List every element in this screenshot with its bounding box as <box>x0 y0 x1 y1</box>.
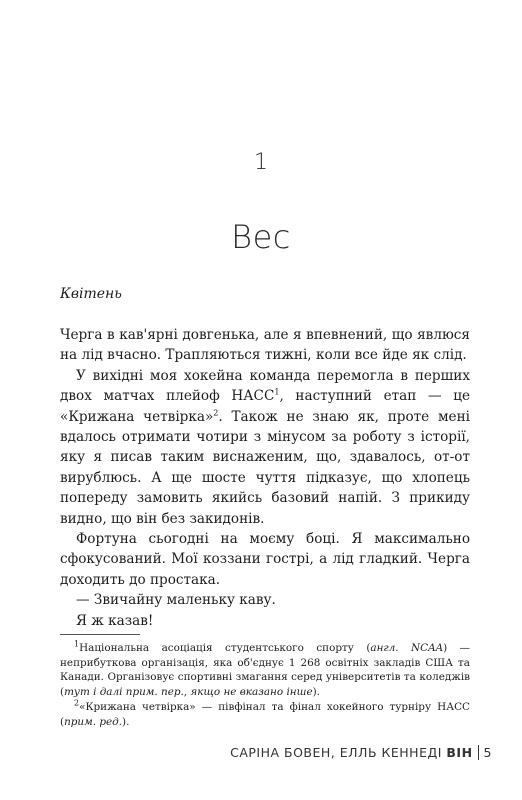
footnote <box>60 700 470 729</box>
chapter-number: 1 <box>254 150 268 175</box>
footer-authors: САРІНА БОВЕН, ЕЛЛЬ КЕННЕДІ <box>230 745 442 760</box>
paragraph-text: У вихідні моя хокейна команда перемогла в перших двох матчах плейоф НАСС <box>60 367 470 405</box>
chapter-title: Вес <box>231 218 291 256</box>
footnote-mark: 1 <box>74 639 80 649</box>
paragraph-text: , наступний етап — це «Крижана четвірка» <box>60 388 470 425</box>
footer-separator <box>478 745 479 760</box>
footnote-mark: 2 <box>74 698 80 708</box>
footnote-italic: англ. NCAA <box>370 642 444 654</box>
paragraph <box>60 325 470 366</box>
paragraph-text: . Також не знаю як, проте мені вдалось отримати чотири з мінусом за роботу з історії, яку я писав таким виснаженим, що, здавалось, от-от вирублюсь. А ще шосте чуття підказує, що хлопець попереду замовить якийсь базовий напій. З прикиду видно, що він без закидонів. <box>60 408 470 527</box>
paragraph-text: Черга в кав'ярні довгенька, але я впевнений, що явлюся на лід вчасно. Трапляються тижні, коли все йде як слід. <box>60 327 470 364</box>
page-number: 5 <box>483 745 492 760</box>
footnote-ref[interactable]: 1 <box>274 387 280 397</box>
footnote-divider <box>60 634 140 635</box>
footnote-text: ) — неприбуткова організація, яка об'єднує 1 268 освітніх закладів США та Канади. Організовує спортивні змагання серед університетів та коледжів ( <box>60 642 470 698</box>
footnote-ref[interactable]: 2 <box>213 408 219 418</box>
footnote-text: Національна асоціація студентського спорту ( <box>79 642 371 654</box>
dateline: Квітень <box>60 286 122 302</box>
paragraph: Я ж казав! <box>76 612 154 629</box>
footnote-italic: прим. ред. <box>64 715 123 728</box>
footnote-italic: тут і далі прим. пер., якщо не вказано інше <box>64 685 313 698</box>
footnote <box>60 641 470 699</box>
dialog-line: — Звичайну маленьку каву. <box>76 592 276 609</box>
footer-book-title: ВІН <box>446 745 473 760</box>
paragraph: Фортуна сьогодні на моєму боці. Я максимально сфокусований. Мої коззани гострі, а лід гладкий. Черга доходить до простака. <box>60 531 470 588</box>
body-text <box>60 325 470 631</box>
footnotes <box>60 641 470 731</box>
footnote-text: ). <box>312 685 320 698</box>
page-footer <box>230 745 492 760</box>
footnote-text: «Крижана четвірка» — півфінал та фінал хокейного турніру НАСС ( <box>60 701 470 728</box>
footnote-text: ). <box>122 715 130 728</box>
paragraph <box>60 366 470 529</box>
